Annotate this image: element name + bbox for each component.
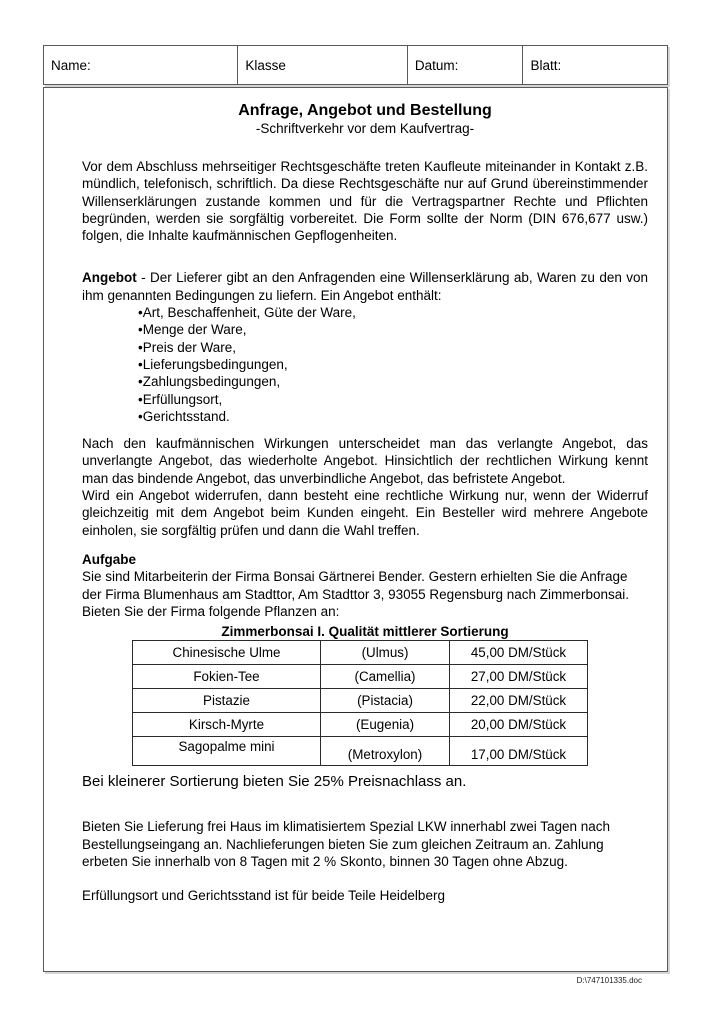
bullet-item: • Lieferungsbedingungen, (138, 356, 648, 373)
bullet-item: • Art, Beschaffenheit, Güte der Ware, (138, 304, 648, 321)
plant-name-cell: Chinesische Ulme (133, 641, 321, 665)
plant-latin-cell: (Metroxylon) (321, 737, 450, 766)
bullet-item: • Gerichtsstand. (138, 408, 648, 425)
aufgabe-paragraph: Sie sind Mitarbeiterin der Firma Bonsai Gärtnerei Bender. Gestern erhielten Sie die Anfrage der Firma Blumenhaus am Stadttor, Am Stadttor 3, 93055 Regensburg nach Zimmerbonsai. Bieten Sie der Firma folgende Pflanzen an: (82, 569, 630, 619)
document-title: Anfrage, Angebot und Bestellung (238, 102, 492, 119)
angebot-definition: - Der Lieferer gibt an den Anfragenden eine Willenserklärung ab, Waren zu den von ihm genannten Bedingungen zu liefern. Ein Angebot enthält: (82, 270, 648, 303)
bullet-item: • Menge der Ware, (138, 321, 648, 338)
plant-latin-cell: (Pistacia) (321, 689, 450, 713)
document-subtitle: -Schriftverkehr vor dem Kaufvertrag- (255, 121, 475, 136)
delivery-paragraph: Bieten Sie Lieferung frei Haus im klimatisiertem Spezial LKW innerhabl zwei Tagen nach Bestellungseingang an. Nachlieferungen bieten Sie zum gleichen Zeitraum an. Zahlung erbeten Sie innerhalb von 8 Tagen mit 2 % Skonto, binnen 30 Tagen ohne Abzug. (82, 819, 611, 870)
angebot-paragraph (82, 269, 648, 304)
wirkungen-paragraph: Nach den kaufmännischen Wirkungen unterscheidet man das verlangte Angebot, das unverlangte Angebot, das wiederholte Angebot. Hinsichtlich der rechtlichen Wirkung kennt man das bindende Angebot, das unverbindliche Angebot, das befristete Angebot. (82, 436, 648, 486)
table-row (133, 713, 588, 737)
table-row (133, 665, 588, 689)
plant-name-cell: Fokien-Tee (133, 665, 321, 689)
plant-price-cell: 22,00 DM/Stück (450, 689, 588, 713)
plant-price-cell: 17,00 DM/Stück (450, 737, 588, 766)
plant-table-title: Zimmerbonsai I. Qualität mittlerer Sortierung (221, 624, 509, 640)
angebot-term: Angebot (82, 270, 137, 286)
klasse-field-label: Klasse (237, 46, 406, 84)
widerruf-paragraph: Wird ein Angebot widerrufen, dann besteht eine rechtliche Wirkung nur, wenn der Widerruf gleichzeitig mit dem Angebot beim Kunden eingeht. Ein Besteller wird mehrere Angebote einholen, sie sorgfältig prüfen und dann die Wahl treffen. (82, 488, 648, 538)
table-row (133, 641, 588, 665)
bullet-item: • Zahlungsbedingungen, (138, 373, 648, 390)
file-path-footer: D:\747101335.doc (576, 976, 642, 985)
bullet-item: • Erfüllungsort, (138, 391, 648, 408)
plant-latin-cell: (Ulmus) (321, 641, 450, 665)
venue-line: Erfüllungsort und Gerichtsstand ist für beide Teile Heidelberg (82, 888, 445, 904)
document-frame (43, 87, 668, 972)
bullet-item: • Preis der Ware, (138, 339, 648, 356)
plant-price-table (132, 640, 588, 766)
student-info-bar (43, 45, 668, 85)
table-row (133, 689, 588, 713)
intro-paragraph: Vor dem Abschluss mehrseitiger Rechtsgeschäfte treten Kaufleute miteinander in Kontakt z.B. mündlich, telefonisch, schriftlich. Da diese Rechtsgeschäfte nur auf Grund übereinstimmender Willenserklärungen zustande kommen und für die Vertragspartner Rechte und Pflichten begründen, werden sie sorgfältig vorbereitet. Die Form sollte der Norm (DIN 676,677 usw.) folgen, die Inhalte kaufmännischen Gepflogenheiten. (82, 159, 648, 244)
plant-price-cell: 20,00 DM/Stück (450, 713, 588, 737)
plant-name-cell: Pistazie (133, 689, 321, 713)
plant-name-cell: Sagopalme mini (133, 737, 321, 766)
plant-name-cell: Kirsch-Myrte (133, 713, 321, 737)
angebot-bullet-list (82, 304, 648, 425)
plant-price-cell: 27,00 DM/Stück (450, 665, 588, 689)
name-field-label: Name: (51, 57, 91, 73)
table-row (133, 737, 588, 766)
blatt-field-label: Blatt: (522, 46, 667, 84)
plant-latin-cell: (Eugenia) (321, 713, 450, 737)
plant-price-cell: 45,00 DM/Stück (450, 641, 588, 665)
aufgabe-heading: Aufgabe (82, 551, 136, 567)
discount-line: Bei kleinerer Sortierung bieten Sie 25% Preisnachlass an. (82, 773, 467, 791)
plant-latin-cell: (Camellia) (321, 665, 450, 689)
datum-field-label: Datum: (407, 46, 523, 84)
